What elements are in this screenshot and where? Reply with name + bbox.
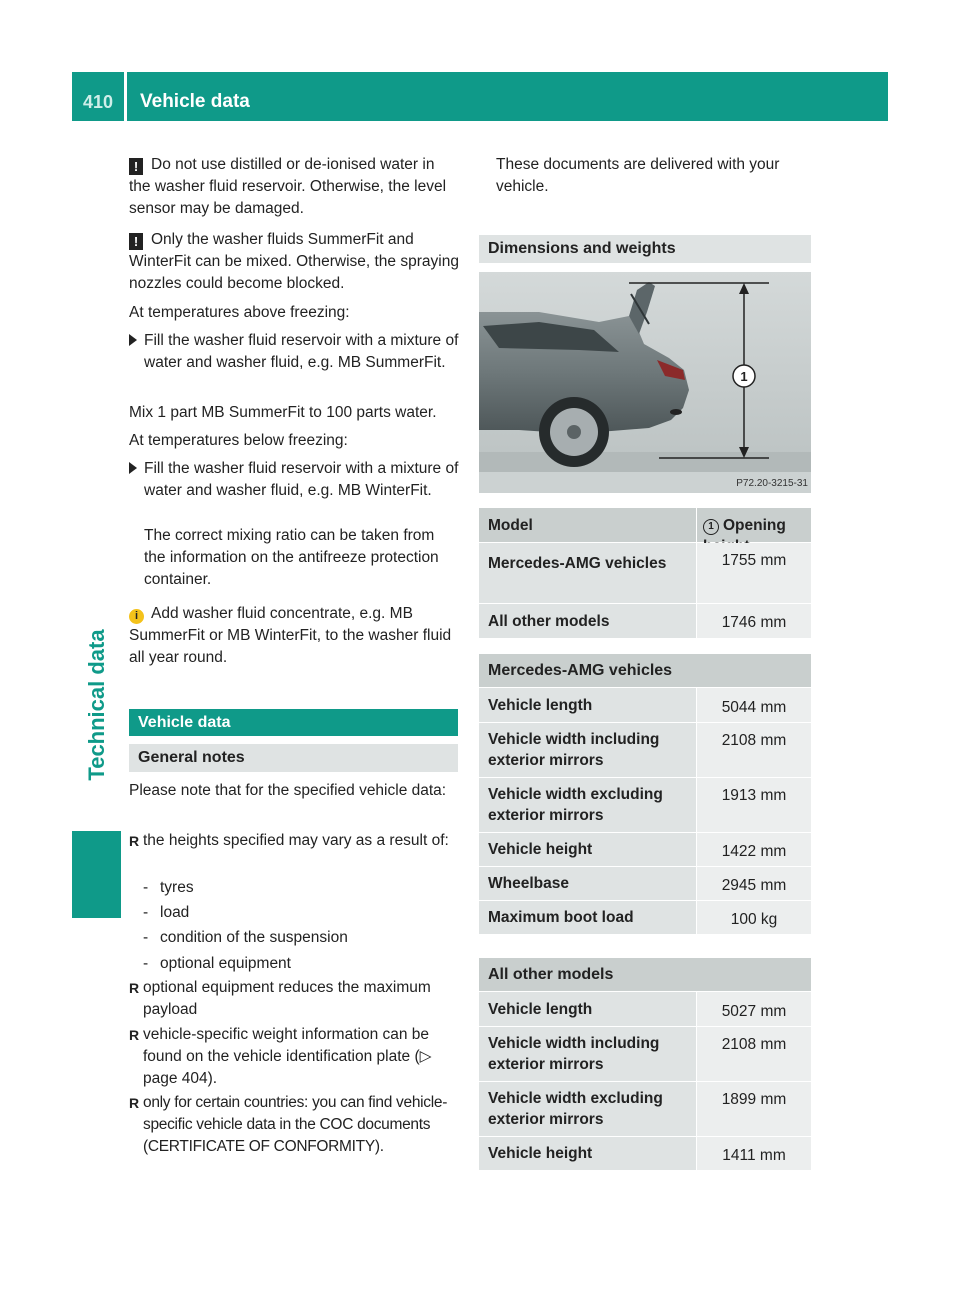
bullet-text: only for certain countries: you can find vehicle-specific vehicle data in the COC documents (CERTIFICATE OF CONFORMITY). (143, 1094, 448, 1155)
above-freezing-heading: At temperatures above freezing: (129, 304, 350, 321)
step-winter-note: The correct mixing ratio can be taken from the information on the antifreeze protection container. (144, 527, 439, 588)
bullet-icon: R (129, 833, 140, 849)
table-row (479, 543, 811, 603)
table-cell-model: All other models (479, 604, 696, 638)
table-cell-model: Mercedes-AMG vehicles (479, 543, 696, 603)
page-title: Vehicle data (140, 91, 250, 112)
section-vehicle-data: Vehicle data (129, 709, 458, 736)
opening-height-header: Opening (723, 517, 786, 534)
vehicle-opening-height-figure (479, 272, 811, 493)
table-cell-label: Vehicle width including exterior mirrors (479, 723, 696, 777)
warning-mixing (129, 229, 459, 295)
table-cell-value: 1422 mm (697, 833, 811, 866)
arrow-right-icon (129, 462, 137, 474)
dash-marker: - (143, 904, 149, 921)
sub-item-text: tyres (160, 879, 194, 896)
bullet-icon: R (129, 1027, 140, 1043)
table-row (479, 604, 811, 638)
warning-icon: ! (129, 158, 143, 175)
bullet-icon: R (129, 1095, 139, 1111)
arrow-right-icon (129, 334, 137, 346)
table-cell-label: Vehicle width including exterior mirrors (479, 1027, 696, 1081)
table-cell-label: Vehicle length (479, 992, 696, 1026)
sub-item (129, 902, 459, 928)
table-header-row (479, 508, 811, 542)
sub-item (129, 927, 459, 953)
table-cell-label: Vehicle height (479, 1137, 696, 1170)
dash-marker: - (143, 879, 149, 896)
bullet-icon: R (129, 980, 140, 996)
table-header-cell: Model (479, 508, 696, 542)
table-row (479, 1027, 811, 1081)
opening-height-table (479, 508, 811, 631)
dash-marker: - (143, 929, 149, 946)
figure-code: P72.20-3215-31 (736, 478, 808, 489)
warning-icon: ! (129, 233, 143, 250)
table-row (479, 901, 811, 934)
table-cell-value: 1411 mm (697, 1137, 811, 1170)
table-cell-value: 5027 mm (697, 992, 811, 1026)
other-models-table-title: All other models (479, 958, 811, 991)
side-tab (72, 590, 121, 820)
info-icon: i (129, 609, 144, 624)
bullet-text: optional equipment reduces the maximum payload (143, 979, 431, 1018)
figure-callout-label: 1 (740, 369, 748, 384)
table-cell-label: Vehicle width excluding exterior mirrors (479, 778, 696, 832)
amg-dimensions-table (479, 688, 811, 934)
bullet-heights (129, 830, 459, 852)
bullet-coc (129, 1092, 459, 1158)
sub-item-text: load (160, 904, 190, 921)
table-cell-value: 100 kg (697, 901, 811, 934)
table-row (479, 992, 811, 1026)
table-cell-value: 1913 mm (697, 778, 811, 832)
warning-text: Do not use distilled or de-ionised water in the washer fluid reservoir. Otherwise, the level sensor may be damaged. (129, 156, 447, 217)
sub-item (129, 877, 459, 903)
table-cell-value: 5044 mm (697, 688, 811, 722)
bullet-payload (129, 977, 459, 1021)
table-row (479, 1137, 811, 1170)
table-row (479, 723, 811, 777)
table-row (479, 833, 811, 866)
documents-note: These documents are delivered with your vehicle. (496, 156, 780, 195)
bullet-text: vehicle-specific weight information can be found on the vehicle identification plate (▷ page 404). (143, 1026, 432, 1087)
step-summer (129, 330, 459, 374)
table-cell-value: 1755 mm (697, 543, 811, 603)
table-cell-label: Vehicle length (479, 688, 696, 722)
step-winter (129, 458, 459, 502)
table-cell-value: 1746 mm (697, 604, 811, 638)
table-row (479, 778, 811, 832)
sub-item-text: optional equipment (160, 955, 291, 972)
table-header-cell (697, 508, 811, 542)
bullet-text: the heights specified may vary as a result of: (143, 832, 449, 849)
other-models-dimensions-table (479, 992, 811, 1170)
table-cell-value: 2945 mm (697, 867, 811, 900)
below-freezing-heading: At temperatures below freezing: (129, 432, 348, 449)
header-divider (124, 72, 127, 121)
table-cell-label: Vehicle height (479, 833, 696, 866)
car-rear-illustration (479, 272, 811, 493)
table-cell-label: Maximum boot load (479, 901, 696, 934)
warning-text: Only the washer fluids SummerFit and WinterFit can be mixed. Otherwise, the spraying nozzles could become blocked. (129, 231, 459, 292)
general-intro: Please note that for the specified vehicle data: (129, 782, 447, 799)
table-row (479, 688, 811, 722)
table-row (479, 1082, 811, 1136)
table-cell-label: Wheelbase (479, 867, 696, 900)
step-text: Fill the washer fluid reservoir with a mixture of water and washer fluid, e.g. MB SummerFit. (144, 332, 459, 371)
info-text: Add washer fluid concentrate, e.g. MB SummerFit or MB WinterFit, to the washer fluid all year round. (129, 605, 452, 666)
dash-marker: - (143, 955, 149, 972)
mix-ratio-text: Mix 1 part MB SummerFit to 100 parts water. (129, 404, 437, 421)
section-dimensions-weights: Dimensions and weights (479, 235, 811, 263)
table-cell-label: Vehicle width excluding exterior mirrors (479, 1082, 696, 1136)
step-text: Fill the washer fluid reservoir with a mixture of water and washer fluid, e.g. MB WinterFit. (144, 460, 459, 499)
table-cell-value: 1899 mm (697, 1082, 811, 1136)
side-tab-label: Technical data (83, 629, 109, 781)
sub-item-text: condition of the suspension (160, 929, 348, 946)
page-number: 410 (82, 92, 114, 112)
page-header (72, 72, 888, 121)
side-tab-block (72, 831, 121, 918)
info-note (129, 603, 459, 669)
bullet-weight-info (129, 1024, 459, 1090)
table-row (479, 867, 811, 900)
sub-item (129, 953, 459, 979)
section-general-notes: General notes (129, 744, 458, 772)
amg-table-title: Mercedes-AMG vehicles (479, 654, 811, 687)
callout-1-icon: 1 (703, 519, 719, 535)
warning-distilled-water (129, 154, 459, 220)
table-cell-value: 2108 mm (697, 723, 811, 777)
table-cell-value: 2108 mm (697, 1027, 811, 1081)
